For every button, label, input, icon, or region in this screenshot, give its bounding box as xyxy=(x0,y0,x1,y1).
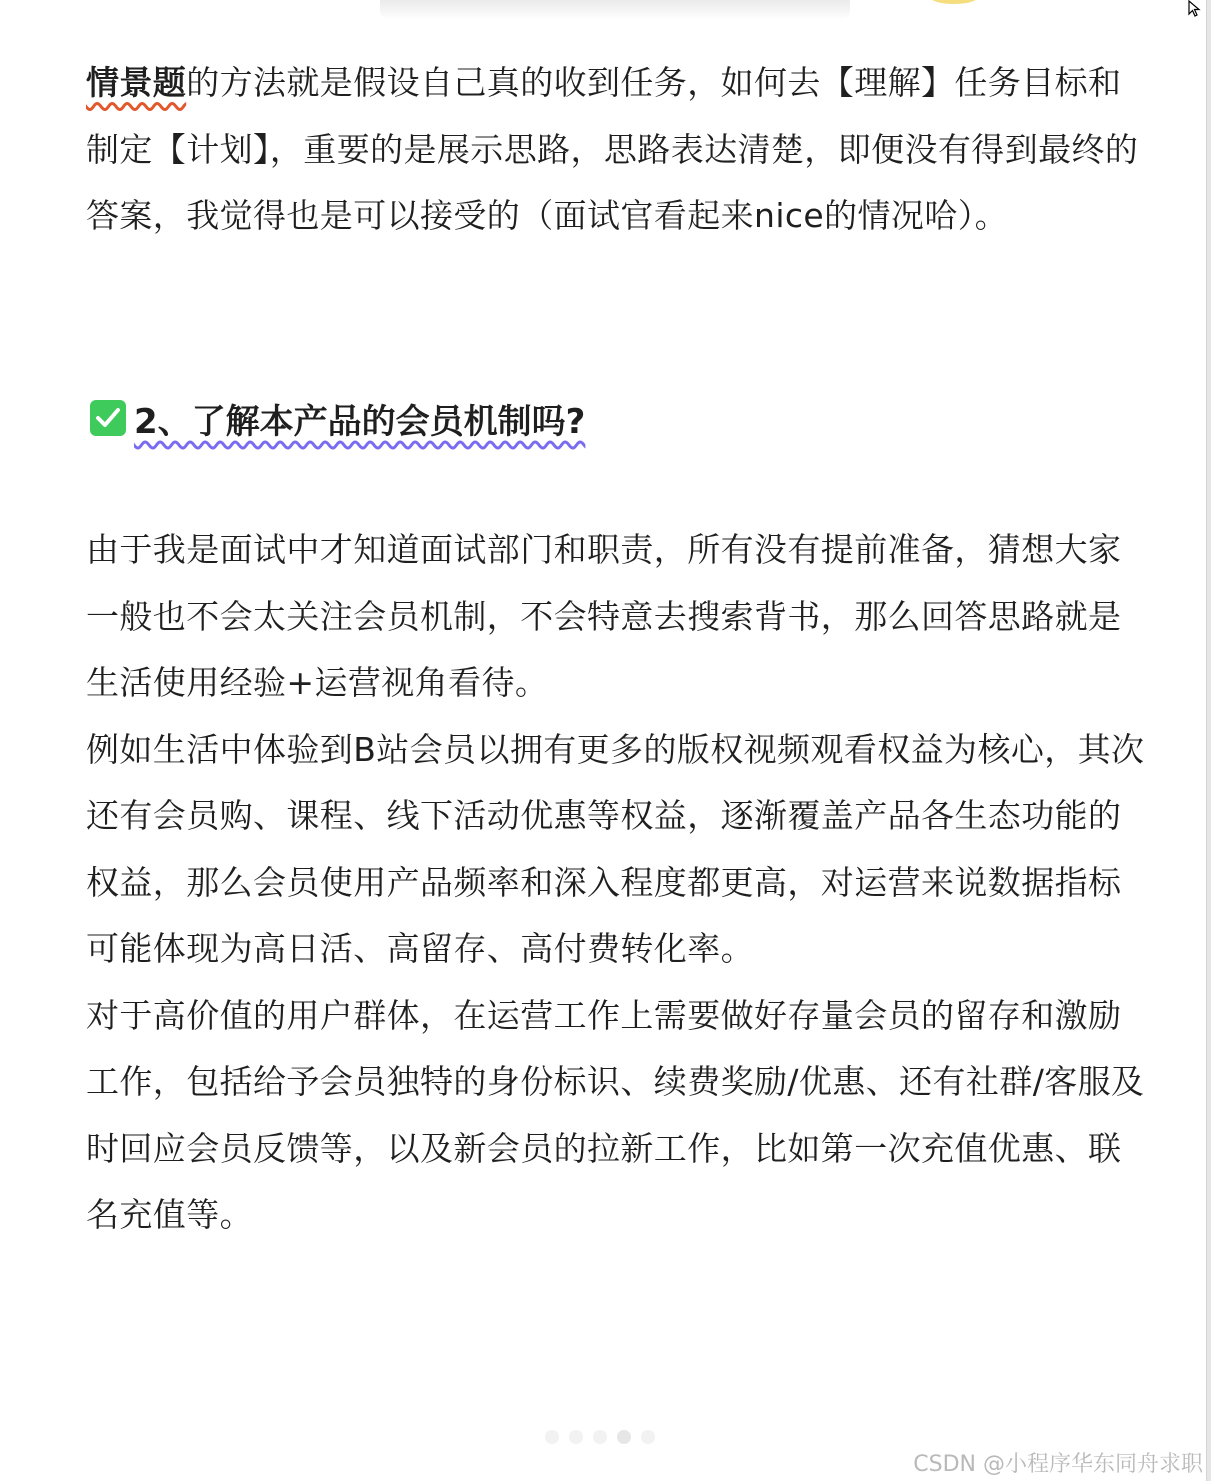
paragraph-1: 由于我是面试中才知道面试部门和职责，所有没有提前准备，猜想大家一般也不会太关注会员机制，不会特意去搜索背书，那么回答思路就是生活使用经验+运营视角看待。 xyxy=(86,530,1122,702)
window-right-border xyxy=(1206,0,1211,1481)
page-dot[interactable] xyxy=(545,1430,559,1444)
watermark: CSDN @小程序华东同舟求职 xyxy=(913,1452,1203,1477)
section-heading xyxy=(90,385,585,451)
check-box-icon xyxy=(90,400,126,436)
page-indicator xyxy=(545,1430,655,1444)
section-title: 2、了解本产品的会员机制吗? xyxy=(134,401,586,442)
answer-body xyxy=(86,517,1146,1249)
paragraph-3: 对于高价值的用户群体，在运营工作上需要做好存量会员的留存和激励工作，包括给予会员独特的身份标识、续费奖励/优惠、还有社群/客服及时回应会员反馈等，以及新会员的拉新工作，比如第一次充值优惠、联名充值等。 xyxy=(86,995,1145,1234)
top-emoji-fragment xyxy=(930,0,978,4)
paragraph-2: 例如生活中体验到B站会员以拥有更多的版权视频观看权益为核心，其次还有会员购、课程、线下活动优惠等权益，逐渐覆盖产品各生态功能的权益，那么会员使用产品频率和深入程度都更高，对运营来说数据指标可能体现为高日活、高留存、高付费转化率。 xyxy=(86,729,1145,968)
mouse-cursor-icon xyxy=(1188,0,1202,18)
page-dot[interactable] xyxy=(593,1430,607,1444)
highlight-term: 情景题 xyxy=(86,63,187,102)
intro-block xyxy=(86,50,1146,250)
page-dot[interactable] xyxy=(641,1430,655,1444)
intro-paragraph xyxy=(86,50,1146,250)
page-dot-active[interactable] xyxy=(617,1430,631,1444)
intro-text: 的方法就是假设自己真的收到任务，如何去【理解】任务目标和制定【计划】，重要的是展示思路，思路表达清楚，即便没有得到最终的答案，我觉得也是可以接受的（面试官看起来nice的情况哈）。 xyxy=(86,63,1139,235)
top-faded-content xyxy=(380,0,850,20)
page-dot[interactable] xyxy=(569,1430,583,1444)
